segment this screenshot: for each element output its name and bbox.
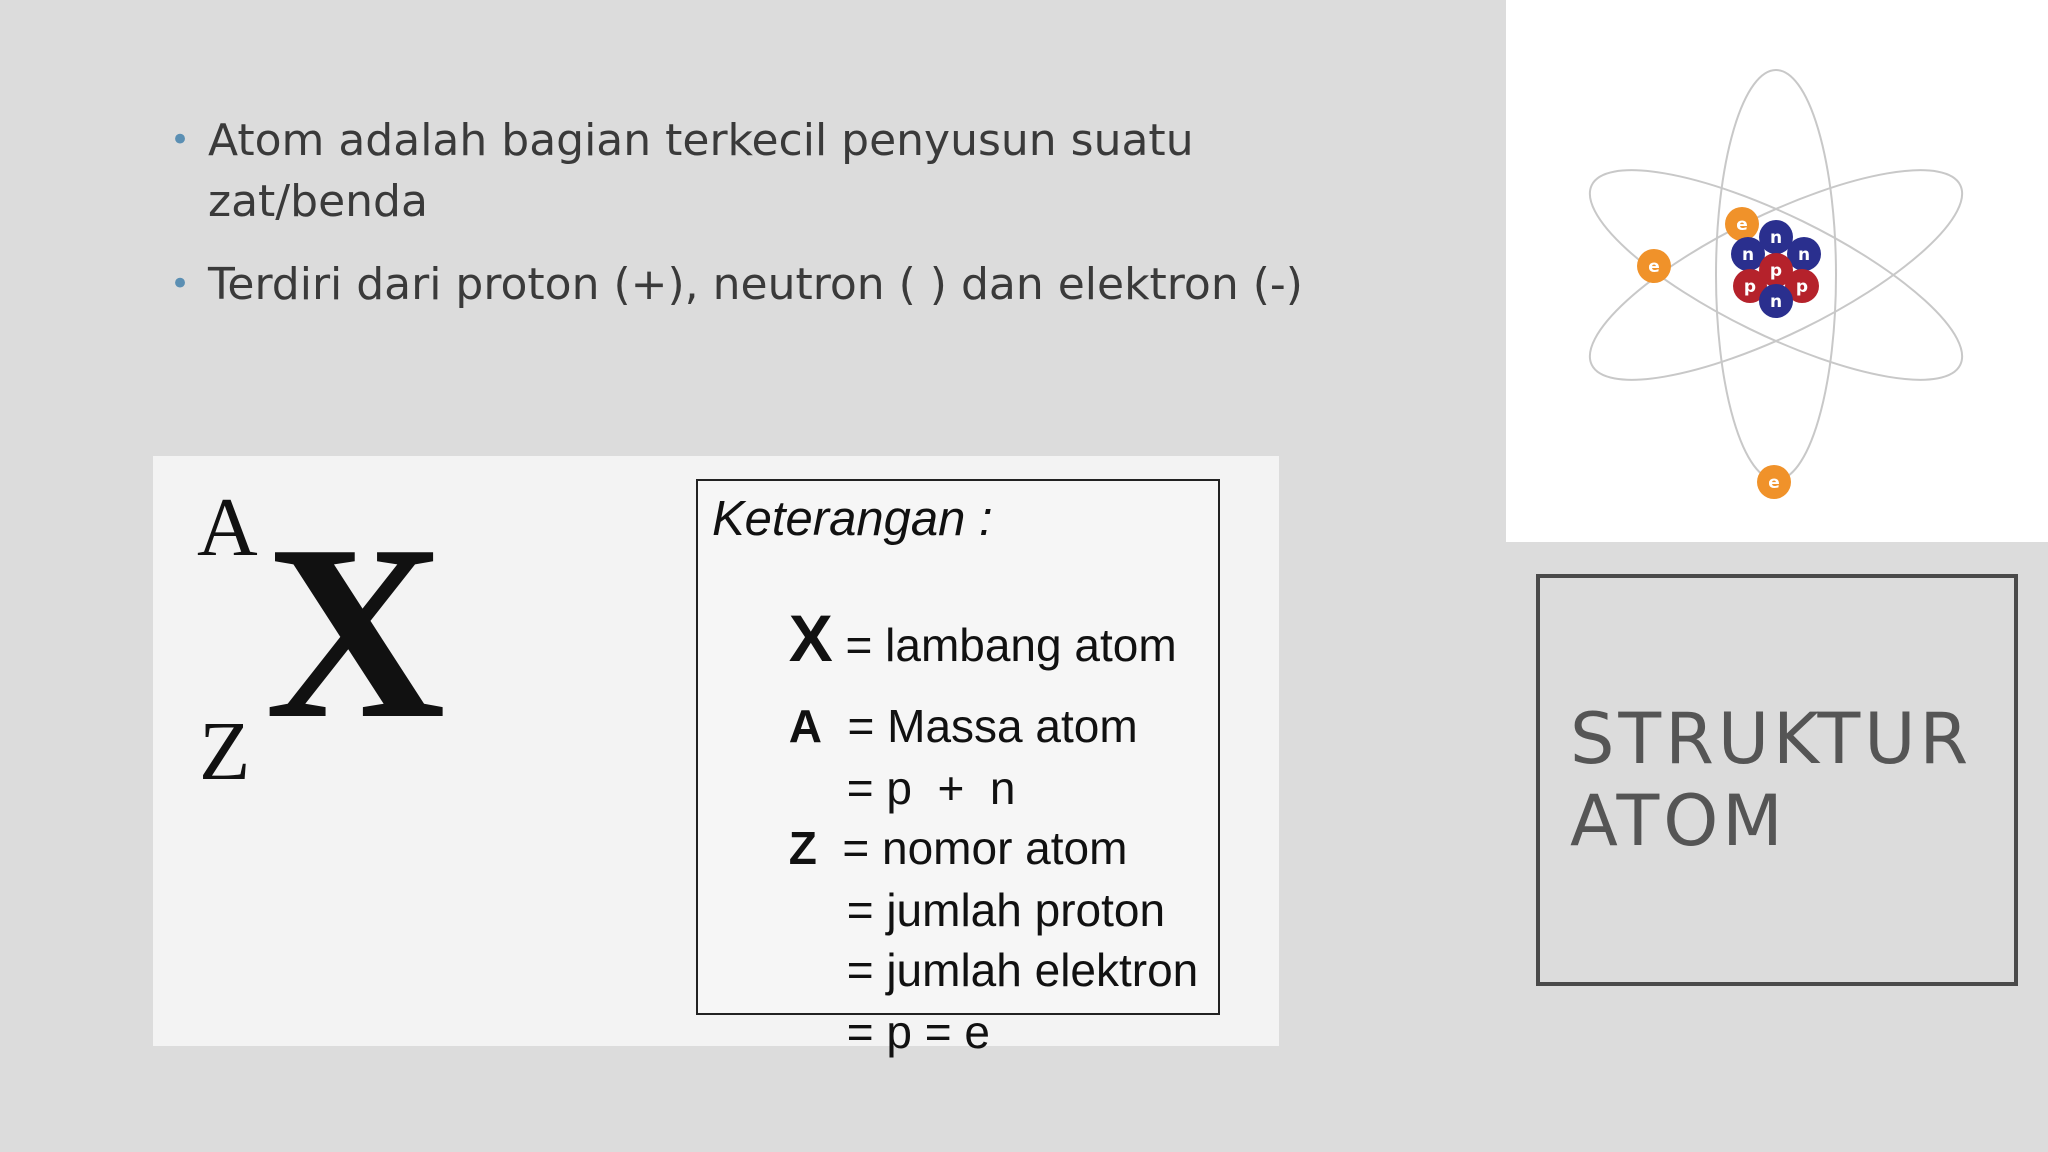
legend-text: = jumlah elektron xyxy=(846,944,1199,996)
electron-particle xyxy=(1725,207,1759,241)
bullet-item xyxy=(168,110,1348,232)
proton-label: p xyxy=(1795,277,1809,297)
bullet-text: Terdiri dari proton (+), neutron ( ) dan elektron (-) xyxy=(208,259,1303,310)
legend-key: X xyxy=(788,601,833,675)
electron-particle xyxy=(1637,249,1671,283)
neutron-label: n xyxy=(1769,292,1783,312)
electron-particle xyxy=(1757,465,1791,499)
title-line-1: STRUKTUR xyxy=(1570,698,1973,780)
legend-key: A xyxy=(788,700,822,752)
neutron-particle xyxy=(1759,284,1793,318)
legend-text: = nomor atom xyxy=(816,822,1128,874)
neutron-label: n xyxy=(1741,245,1755,265)
notation-image xyxy=(153,456,1279,1058)
bullet-item xyxy=(168,254,1348,315)
title-box xyxy=(1536,574,2018,986)
bullet-text: Atom adalah bagian terkecil penyusun suatu zat/benda xyxy=(208,115,1194,227)
electron-label: e xyxy=(1736,215,1748,235)
bullet-dot-icon: • xyxy=(170,264,191,304)
legend-text: = p + n xyxy=(846,762,1016,814)
legend-text: = Massa atom xyxy=(821,700,1138,752)
neutron-label: n xyxy=(1769,228,1783,248)
slide-title xyxy=(1570,698,1972,862)
neutron-label: n xyxy=(1797,245,1811,265)
title-line-2: ATOM xyxy=(1570,780,1787,862)
legend-title: Keterangan : xyxy=(712,492,993,546)
electron-label: e xyxy=(1768,473,1780,493)
bullet-list xyxy=(168,110,1348,337)
bullet-dot-icon: • xyxy=(170,120,191,160)
element-symbol: X xyxy=(265,494,446,771)
legend-key: Z xyxy=(788,822,817,874)
proton-label: p xyxy=(1743,277,1757,297)
atomic-number-symbol: Z xyxy=(199,705,251,798)
proton-label: p xyxy=(1769,261,1783,281)
electron-label: e xyxy=(1648,257,1660,277)
mass-number-symbol: A xyxy=(197,481,258,574)
legend-text: = jumlah proton xyxy=(846,884,1166,936)
proton-particle xyxy=(1759,253,1793,287)
atom-model-icon xyxy=(1506,0,2048,542)
legend-text: = p = e xyxy=(846,1006,990,1058)
legend-line xyxy=(770,951,990,1113)
legend-box xyxy=(696,479,1220,1058)
legend-text: = lambang atom xyxy=(832,619,1177,671)
atom-diagram xyxy=(1506,0,2048,542)
